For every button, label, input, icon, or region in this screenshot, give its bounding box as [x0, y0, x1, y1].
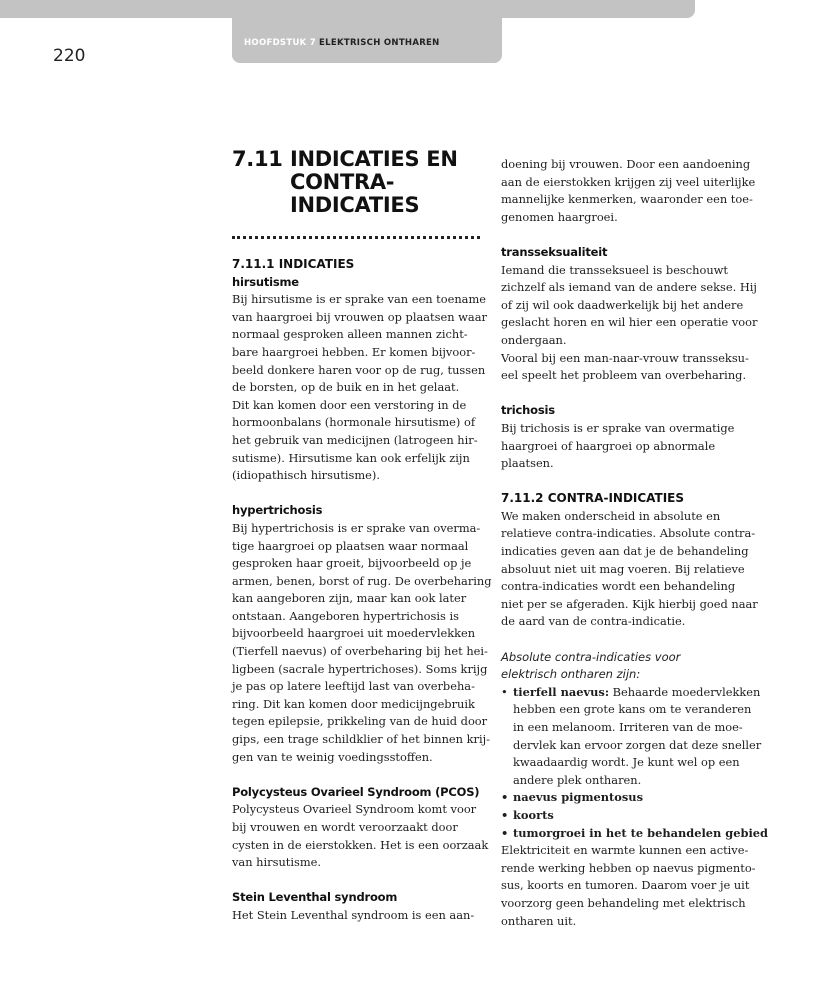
text-line: rende werking hebben op naevus pigmento-: [501, 860, 756, 875]
chapter-label: [244, 38, 440, 48]
chapter-number: HOOFDSTUK 7: [244, 38, 317, 48]
bullet-item-tierfell-naevus: [501, 684, 763, 702]
pcos-text: [232, 801, 489, 871]
bullet-item-naevus-pigmentosus: • naevus pigmentosus: [501, 789, 763, 807]
page-number: 220: [53, 46, 86, 66]
hirsutisme-heading: hirsutisme: [232, 274, 299, 289]
absolute-contra-intro-line: elektrisch ontharen zijn:: [501, 667, 641, 682]
text-line: gen van te weinig voedingsstoffen.: [232, 749, 433, 764]
subsection-heading-indicaties: 7.11.1 INDICATIES: [232, 257, 355, 271]
text-line: genomen haargroei.: [501, 209, 618, 224]
text-line: zichzelf als iemand van de andere sekse. Hij: [501, 280, 757, 295]
text-line: kan aangeboren zijn, maar kan ook later: [232, 591, 467, 606]
text-line: of zij wil ook daadwerkelijk bij het andere: [501, 297, 744, 312]
stein-leventhal-heading: Stein Leventhal syndroom: [232, 890, 398, 905]
text-line: tegen epilepsie, prikkeling van de huid door: [232, 714, 488, 729]
text-line: hormoonbalans (hormonale hirsutisme) of: [232, 415, 476, 430]
bullet-continuation: in een melanoom. Irriteren van de moe-: [513, 720, 743, 734]
chapter-tab: [232, 0, 502, 63]
subsection-heading-contra-indicaties: 7.11.2 CONTRA-INDICATIES: [501, 491, 685, 506]
text-line: plaatsen.: [501, 456, 554, 471]
bullet-item-koorts: • koorts: [501, 807, 763, 825]
text-line: van haargroei bij vrouwen op plaatsen waar: [232, 309, 487, 324]
absolute-contra-intro-line: Absolute contra-indicaties voor: [501, 649, 681, 664]
text-line: bij vrouwen en wordt veroorzaakt door: [232, 820, 458, 834]
text-line: de aard van de contra-indicatie.: [501, 614, 686, 629]
text-line: beeld donkere haren voor op de rug, tussen: [232, 362, 486, 377]
trichosis-text: [501, 420, 763, 473]
trichosis-heading: trichosis: [501, 403, 555, 418]
text-line: aan de eierstokken krijgen zij veel uiterlijke: [501, 174, 756, 189]
text-line: eel speelt het probleem van overbeharing.: [501, 368, 747, 383]
text-line: doening bij vrouwen. Door een aandoening: [501, 157, 751, 171]
section-title: [232, 148, 484, 217]
text-line: niet per se afgeraden. Kijk hierbij goed naar: [501, 596, 758, 611]
text-line: tige haargroei op plaatsen waar normaal: [232, 538, 469, 553]
text-line: sutisme). Hirsutisme kan ook erfelijk zijn: [232, 450, 470, 465]
stein-leventhal-text: [232, 907, 484, 925]
text-line: Dit kan komen door een verstoring in de: [232, 397, 467, 412]
bullet-continuation: andere plek ontharen.: [513, 772, 642, 787]
text-line: gesproken haar groeit, bijvoorbeeld op je: [232, 556, 472, 571]
section-title-line: INDICATIES: [290, 193, 420, 217]
text-line: Bij hypertrichosis is er sprake van overma-: [232, 520, 481, 535]
right-column: [501, 156, 769, 930]
text-line: mannelijke kenmerken, waaronder een toe-: [501, 192, 753, 207]
text-line: ontstaan. Aangeboren hypertrichosis is: [232, 608, 459, 623]
text-line: Bij hirsutisme is er sprake van een toename: [232, 292, 487, 307]
text-line: bijvoorbeeld haargroei uit moedervlekken: [232, 626, 476, 641]
text-line: haargroei of haargroei op abnormale: [501, 438, 716, 453]
text-line: Polycysteus Ovarieel Syndroom komt voor: [232, 802, 477, 817]
text-line: Bij trichosis is er sprake van overmatige: [501, 420, 735, 435]
text-line: ondergaan.: [501, 332, 567, 347]
text-line: indicaties geven aan dat je de behandeling: [501, 544, 749, 559]
chapter-title: ELEKTRISCH ONTHAREN: [319, 38, 440, 48]
bullet-continuation: dervlek kan ervoor zorgen dat deze sneller: [513, 737, 762, 752]
contra-intro-text: [501, 508, 763, 631]
text-line: contra-indicaties wordt een behandeling: [501, 579, 736, 594]
text-line: cysten in de eierstokken. Het is een oorzaak: [232, 837, 489, 852]
section-number: 7.11: [232, 147, 283, 171]
text-line: armen, benen, borst of rug. De overbeharing: [232, 573, 492, 588]
bullet-item-tumorgroei: • tumorgroei in het te behandelen gebied: [501, 825, 763, 843]
text-line: het gebruik van medicijnen (latrogeen hir-: [232, 432, 478, 447]
bullet-text: Behaarde moedervlekken: [609, 684, 761, 699]
transseksualiteit-text: [501, 262, 763, 385]
contra-closing-text: [501, 842, 763, 930]
text-line: normaal gesproken alleen mannen zicht-: [232, 327, 468, 342]
transseksualiteit-heading: transseksualiteit: [501, 244, 608, 259]
text-line: sus, koorts en tumoren. Daarom voer je uit: [501, 878, 750, 893]
hypertrichosis-heading: hypertrichosis: [232, 503, 323, 518]
text-line: Het Stein Leventhal syndroom is een aan-: [232, 907, 475, 922]
text-line: ring. Dit kan komen door medicijngebruik: [232, 696, 475, 711]
text-line: We maken onderscheid in absolute en: [501, 508, 721, 523]
text-line: ligbeen (sacrale hypertrichoses). Soms krijg: [232, 661, 488, 676]
bullet-continuation: kwaadaardig wordt. Je kunt wel op een: [513, 755, 740, 770]
left-column: [232, 147, 492, 925]
stein-leventhal-text-continued: [501, 156, 763, 226]
text-line: bare haargroei hebben. Er komen bijvoor-: [232, 344, 476, 359]
text-line: voorzorg geen behandeling met elektrisch: [501, 895, 746, 910]
hirsutisme-text: [232, 291, 487, 485]
text-line: je pas op latere leeftijd last van overbeha-: [232, 679, 475, 694]
contra-bullet-list: [501, 684, 769, 842]
text-line: geslacht horen en wil hier een operatie voor: [501, 315, 758, 330]
text-line: Elektriciteit en warmte kunnen een active-: [501, 843, 749, 858]
text-line: relatieve contra-indicaties. Absolute contra-: [501, 526, 756, 541]
text-line: (idiopathisch hirsutisme).: [232, 468, 380, 483]
section-title-line: CONTRA-: [290, 170, 395, 194]
section-title-line: INDICATIES EN: [290, 147, 458, 171]
text-line: Vooral bij een man-naar-vrouw transseksu-: [501, 350, 749, 365]
pcos-heading: Polycysteus Ovarieel Syndroom (PCOS): [232, 784, 480, 799]
text-line: ontharen uit.: [501, 913, 577, 928]
text-line: gips, een trage schildklier of het binnen krij-: [232, 732, 490, 747]
bullet-bold-label: tierfell naevus:: [513, 684, 610, 699]
text-line: van hirsutisme.: [232, 855, 322, 870]
text-line: absoluut niet uit mag voeren. Bij relatieve: [501, 561, 745, 576]
text-line: Iemand die transseksueel is beschouwt: [501, 262, 729, 277]
hypertrichosis-text: [232, 520, 492, 766]
text-line: (Tierfell naevus) of overbeharing bij het hei-: [232, 644, 488, 659]
text-line: de borsten, op de buik en in het gelaat.: [232, 380, 460, 395]
bullet-continuation: hebben een grote kans om te veranderen: [513, 702, 752, 717]
